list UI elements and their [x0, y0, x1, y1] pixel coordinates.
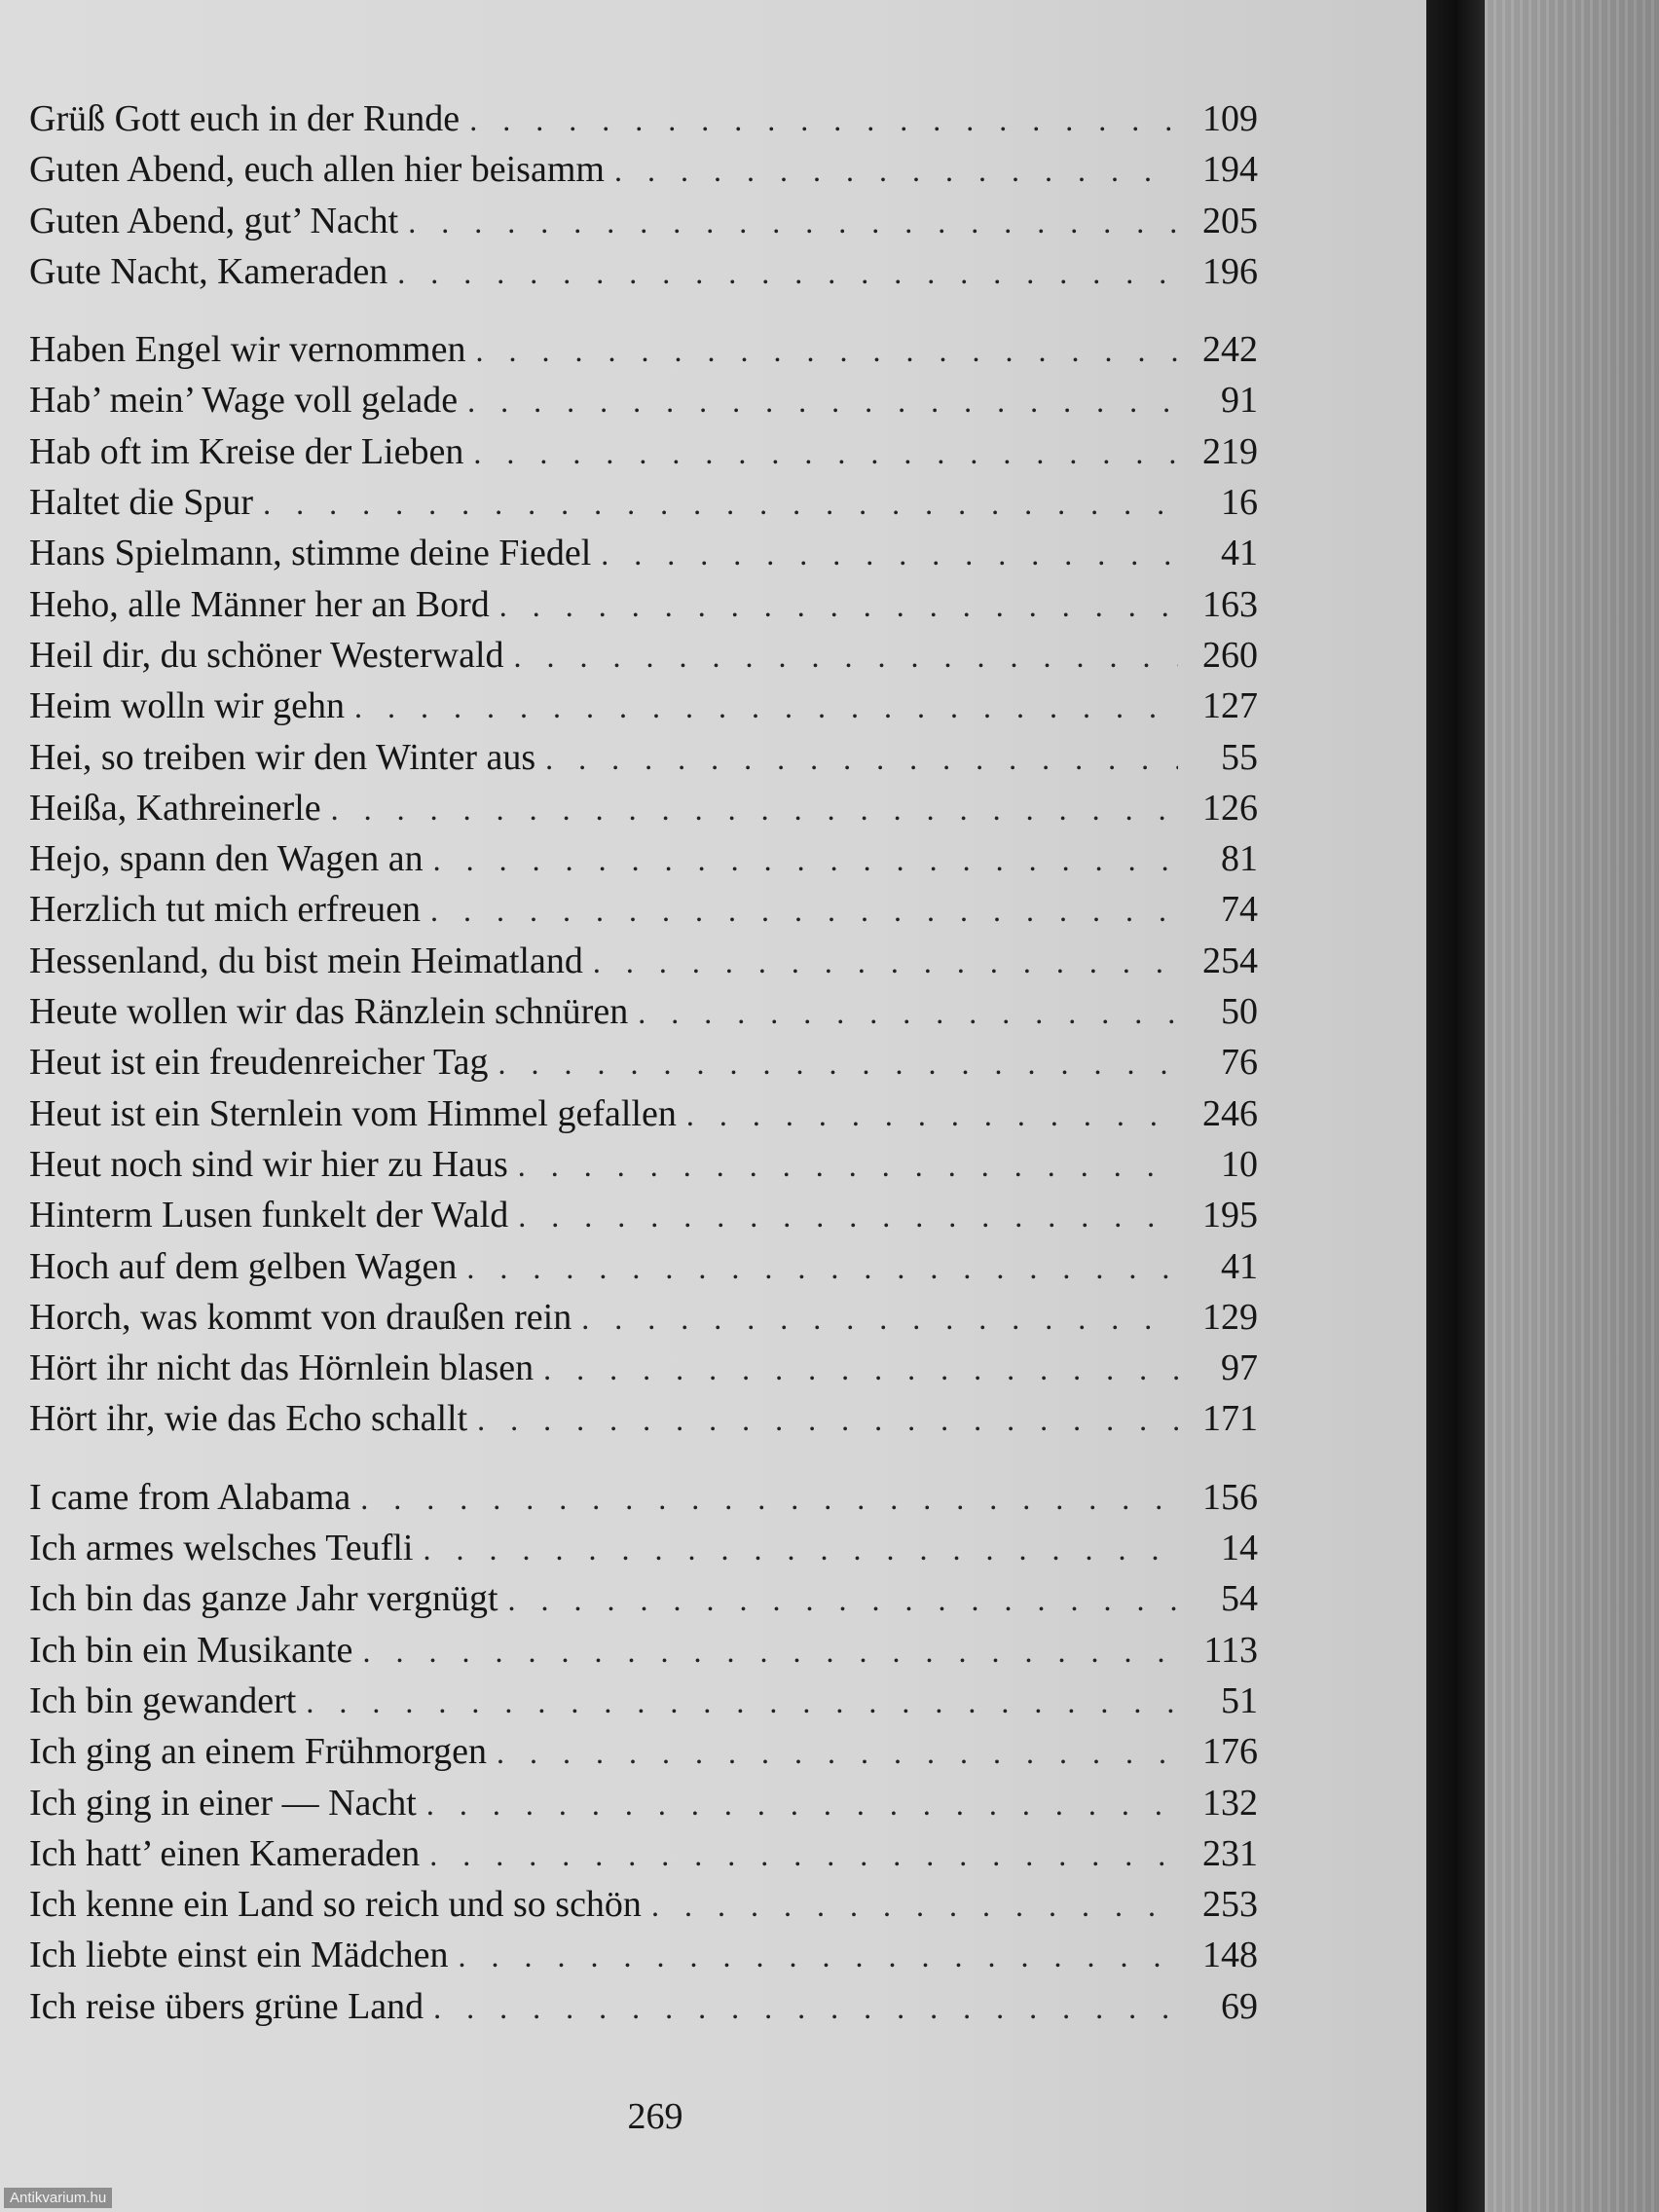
entry-page-number: 97: [1221, 1347, 1258, 1389]
entry-title: Hört ihr, wie das Echo schallt: [29, 1398, 468, 1440]
entry-page-number: 55: [1221, 736, 1258, 778]
toc-group-g: [29, 97, 1258, 301]
entry-page-number: 76: [1221, 1042, 1258, 1084]
toc-entry: [29, 940, 1258, 990]
dot-leader: [430, 893, 1178, 929]
entry-page-number: 91: [1221, 380, 1258, 422]
toc-entry: [29, 148, 1258, 199]
entry-title: Heut ist ein freudenreicher Tag: [29, 1042, 489, 1084]
dot-leader: [263, 486, 1178, 522]
entry-page-number: 242: [1202, 329, 1258, 371]
entry-page-number: 260: [1202, 634, 1258, 676]
dot-leader: [469, 102, 1178, 138]
entry-page-number: 50: [1221, 991, 1258, 1033]
toc-entry: [29, 1041, 1258, 1091]
dot-leader: [614, 153, 1178, 189]
dot-leader: [423, 1531, 1178, 1567]
dot-leader: [467, 384, 1178, 420]
entry-page-number: 109: [1202, 98, 1258, 139]
entry-title: Heil dir, du schöner Westerwald: [29, 634, 504, 676]
entry-title: Heim wolln wir gehn: [29, 685, 346, 727]
entry-title: Hab’ mein’ Wage voll gelade: [29, 380, 459, 422]
toc-entry: [29, 1985, 1258, 2036]
entry-page-number: 54: [1221, 1578, 1258, 1620]
entry-page-number: 148: [1202, 1935, 1258, 1976]
entry-page-number: 132: [1202, 1782, 1258, 1824]
toc-entry: [29, 736, 1258, 787]
dot-leader: [475, 333, 1178, 369]
entry-page-number: 205: [1202, 200, 1258, 241]
entry-title: Gute Nacht, Kameraden: [29, 250, 388, 292]
background-surface: [1485, 0, 1659, 2212]
entry-title: Hört ihr nicht das Hörnlein blasen: [29, 1347, 535, 1389]
dot-leader: [581, 1301, 1178, 1337]
dot-leader: [354, 689, 1178, 725]
toc-entry: [29, 1527, 1258, 1577]
dot-leader: [477, 1402, 1178, 1438]
toc-entry: [29, 583, 1258, 634]
dot-leader: [543, 1351, 1178, 1387]
entry-page-number: 127: [1202, 685, 1258, 727]
dot-leader: [686, 1097, 1178, 1133]
toc-entry: [29, 1883, 1258, 1934]
entry-title: Ich reise übers grüne Land: [29, 1985, 424, 2027]
entry-title: Heho, alle Männer her an Bord: [29, 583, 490, 625]
toc-entry: [29, 837, 1258, 888]
toc-entry: [29, 888, 1258, 939]
entry-page-number: 194: [1202, 149, 1258, 191]
dot-leader: [518, 1198, 1178, 1235]
entry-page-number: 113: [1203, 1629, 1258, 1671]
entry-page-number: 129: [1202, 1296, 1258, 1338]
toc-entry: [29, 1476, 1258, 1527]
dot-leader: [331, 792, 1178, 828]
dot-leader: [651, 1888, 1178, 1924]
entry-title: Hab oft im Kreise der Lieben: [29, 430, 464, 472]
entry-page-number: 41: [1221, 1245, 1258, 1287]
entry-page-number: 163: [1202, 583, 1258, 625]
entry-page-number: 254: [1202, 940, 1258, 981]
entry-title: Ich hatt’ einen Kameraden: [29, 1832, 421, 1874]
toc-entry: [29, 1194, 1258, 1244]
toc-entry: [29, 1934, 1258, 1984]
entry-page-number: 176: [1202, 1731, 1258, 1773]
toc-entry: [29, 1629, 1258, 1679]
entry-title: Ich kenne ein Land so reich und so schön: [29, 1884, 642, 1926]
entry-page-number: 41: [1221, 533, 1258, 574]
entry-title: Heut ist ein Sternlein vom Himmel gefallen: [29, 1092, 677, 1134]
entry-page-number: 156: [1202, 1476, 1258, 1518]
entry-title: Ich ging in einer — Nacht: [29, 1782, 417, 1824]
entry-title: Heißa, Kathreinerle: [29, 787, 321, 829]
entry-page-number: 51: [1221, 1679, 1258, 1721]
toc-entry: [29, 634, 1258, 684]
entry-page-number: 171: [1202, 1398, 1258, 1440]
dot-leader: [459, 1938, 1178, 1974]
entry-page-number: 10: [1221, 1143, 1258, 1185]
book-spine: [1426, 0, 1485, 2212]
toc-entry: [29, 1397, 1258, 1448]
entry-title: Ich ging an einem Frühmorgen: [29, 1731, 487, 1773]
entry-title: Ich liebte einst ein Mädchen: [29, 1935, 449, 1976]
dot-leader: [433, 1990, 1178, 2026]
dot-leader: [426, 1787, 1178, 1823]
toc-entry: [29, 97, 1258, 148]
toc-group-i: [29, 1476, 1258, 2036]
entry-title: Ich armes welsches Teufli: [29, 1528, 414, 1569]
toc-entry: [29, 532, 1258, 582]
entry-title: Hans Spielmann, stimme deine Fiedel: [29, 533, 592, 574]
entry-title: Ich bin das ganze Jahr vergnügt: [29, 1578, 498, 1620]
toc-entry: [29, 684, 1258, 735]
entry-title: Heut noch sind wir hier zu Haus: [29, 1143, 508, 1185]
dot-leader: [408, 204, 1178, 240]
toc-entry: [29, 481, 1258, 532]
toc-entry: [29, 200, 1258, 250]
entry-page-number: 69: [1221, 1985, 1258, 2027]
toc-entry: [29, 430, 1258, 481]
dot-leader: [499, 588, 1178, 624]
toc-entry: [29, 328, 1258, 379]
dot-leader: [466, 1250, 1178, 1286]
toc-group-h: [29, 328, 1258, 1449]
entry-title: Ich bin ein Musikante: [29, 1629, 353, 1671]
entry-page-number: 74: [1221, 889, 1258, 931]
entry-title: Guten Abend, euch allen hier beisamm: [29, 149, 605, 191]
entry-title: Ich bin gewandert: [29, 1679, 297, 1721]
dot-leader: [593, 944, 1178, 980]
entry-title: Hessenland, du bist mein Heimatland: [29, 940, 583, 981]
toc-entry: [29, 787, 1258, 837]
entry-title: Herzlich tut mich erfreuen: [29, 889, 421, 931]
table-of-contents: [29, 97, 1258, 2036]
entry-page-number: 81: [1221, 838, 1258, 880]
dot-leader: [433, 842, 1178, 878]
entry-title: Haltet die Spur: [29, 482, 254, 524]
entry-page-number: 231: [1202, 1832, 1258, 1874]
dot-leader: [497, 1735, 1178, 1771]
entry-page-number: 16: [1221, 482, 1258, 524]
dot-leader: [397, 255, 1178, 291]
toc-entry: [29, 1092, 1258, 1143]
toc-entry: [29, 1679, 1258, 1730]
toc-entry: [29, 1730, 1258, 1781]
dot-leader: [498, 1046, 1178, 1082]
dot-leader: [306, 1684, 1178, 1720]
dot-leader: [362, 1634, 1178, 1670]
toc-entry: [29, 1346, 1258, 1397]
entry-title: Grüß Gott euch in der Runde: [29, 98, 461, 139]
entry-page-number: 195: [1202, 1195, 1258, 1236]
toc-entry: [29, 1296, 1258, 1346]
dot-leader: [508, 1582, 1178, 1618]
entry-page-number: 219: [1202, 430, 1258, 472]
toc-entry: [29, 1143, 1258, 1194]
toc-entry: [29, 990, 1258, 1041]
entry-title: Haben Engel wir vernommen: [29, 329, 466, 371]
entry-title: Heute wollen wir das Ränzlein schnüren: [29, 991, 629, 1033]
entry-page-number: 253: [1202, 1884, 1258, 1926]
entry-page-number: 126: [1202, 787, 1258, 829]
toc-entry: [29, 1832, 1258, 1883]
dot-leader: [638, 995, 1178, 1031]
entry-title: Hei, so treiben wir den Winter aus: [29, 736, 536, 778]
dot-leader: [514, 639, 1178, 675]
dot-leader: [545, 741, 1178, 777]
entry-page-number: 246: [1202, 1092, 1258, 1134]
entry-title: Hoch auf dem gelben Wagen: [29, 1245, 458, 1287]
page-number: 269: [627, 2096, 683, 2137]
entry-title: Hejo, spann den Wagen an: [29, 838, 424, 880]
entry-title: Horch, was kommt von draußen rein: [29, 1296, 572, 1338]
dot-leader: [601, 536, 1178, 572]
toc-entry: [29, 1245, 1258, 1296]
entry-page-number: 196: [1202, 250, 1258, 292]
dot-leader: [429, 1837, 1178, 1873]
toc-entry: [29, 250, 1258, 301]
toc-entry: [29, 1782, 1258, 1832]
entry-page-number: 14: [1221, 1528, 1258, 1569]
entry-title: I came from Alabama: [29, 1476, 351, 1518]
watermark: Antikvarium.hu: [4, 2188, 112, 2208]
toc-entry: [29, 1577, 1258, 1628]
entry-title: Guten Abend, gut’ Nacht: [29, 200, 399, 241]
entry-title: Hinterm Lusen funkelt der Wald: [29, 1195, 509, 1236]
toc-entry: [29, 379, 1258, 429]
dot-leader: [473, 435, 1178, 471]
dot-leader: [360, 1481, 1178, 1517]
dot-leader: [518, 1148, 1178, 1184]
